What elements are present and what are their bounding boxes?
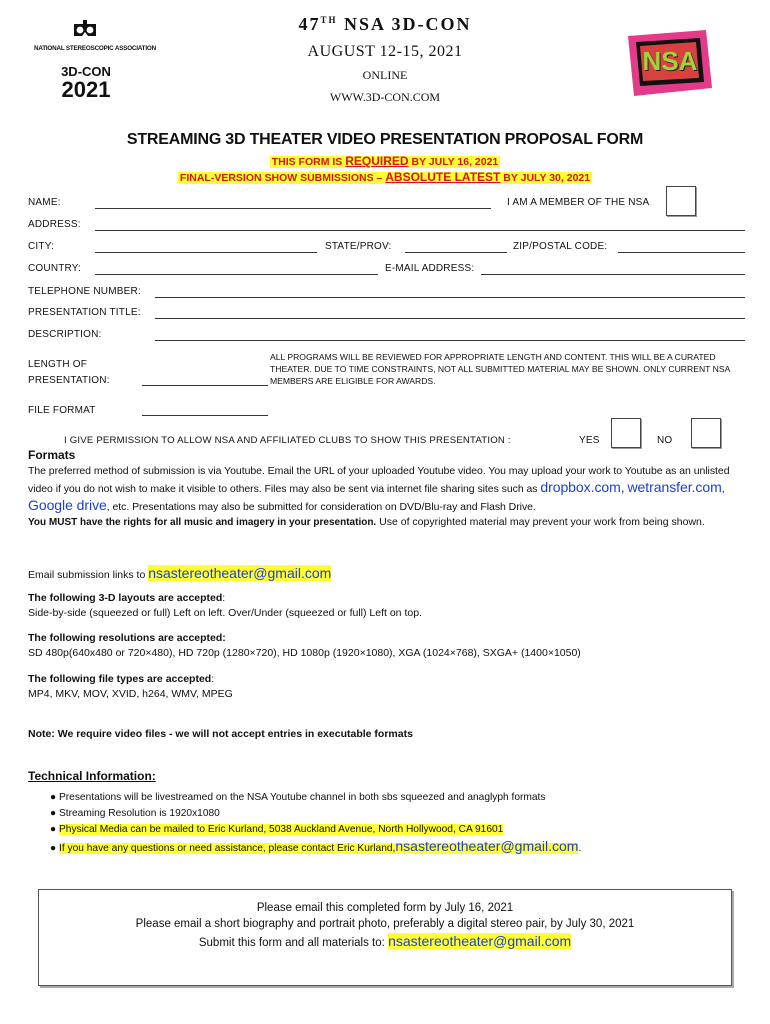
address-field[interactable] bbox=[95, 230, 745, 231]
phone-label: TELEPHONE NUMBER: bbox=[28, 286, 141, 297]
name-label: NAME: bbox=[28, 197, 61, 208]
rights-rest: Use of copyrighted material may prevent your work from being shown. bbox=[376, 516, 705, 528]
phone-field[interactable] bbox=[155, 297, 745, 298]
email-field[interactable] bbox=[481, 274, 745, 275]
executable-note: Note: We require video files - we will not accept entries in executable formats bbox=[28, 728, 413, 740]
formats-paragraph bbox=[28, 463, 744, 515]
rights-paragraph bbox=[28, 514, 744, 531]
description-label: DESCRIPTION: bbox=[28, 329, 102, 340]
logo-year: 2021 bbox=[61, 77, 111, 102]
logo-org-name: NATIONAL STEREOSCOPIC ASSOCIATION bbox=[34, 45, 156, 52]
yes-checkbox[interactable] bbox=[611, 418, 641, 448]
types-heading bbox=[28, 673, 214, 685]
description-field[interactable] bbox=[155, 340, 745, 341]
title-event: NSA 3D-CON bbox=[344, 14, 472, 34]
pres-title-label: PRESENTATION TITLE: bbox=[28, 307, 141, 318]
layouts-colon: : bbox=[222, 592, 226, 604]
formats-para1a: The preferred method of submission is via Youtube. Email the URL of your uploaded Youtube video. You may upload your work to Youtube as an unlisted video if you do not wish to make it visible to others. Files may also be sent via internet file sharing sites such as bbox=[28, 465, 730, 495]
list-item bbox=[50, 822, 581, 838]
title-number: 47 bbox=[298, 14, 321, 34]
city-field[interactable] bbox=[95, 252, 317, 253]
bullet-1: Presentations will be livestreamed on the NSA Youtube channel in both sbs squeezed and anaglyph formats bbox=[58, 792, 546, 803]
layouts-heading bbox=[28, 592, 225, 604]
header-website[interactable]: WWW.3D-CON.COM bbox=[329, 90, 441, 104]
link-separator: , bbox=[721, 483, 725, 495]
list-item bbox=[50, 806, 581, 822]
bullet-icon: ● bbox=[50, 824, 59, 835]
email-label: E-MAIL ADDRESS: bbox=[385, 263, 475, 274]
formats-heading: Formats bbox=[28, 448, 76, 462]
member-label: I AM A MEMBER OF THE NSA bbox=[507, 197, 650, 208]
types-text: MP4, MKV, MOV, XVID, h264, WMV, MPEG bbox=[28, 688, 233, 700]
wetransfer-link[interactable]: wetransfer.com bbox=[627, 479, 722, 495]
length-label-2: PRESENTATION: bbox=[28, 375, 110, 386]
country-label: COUNTRY: bbox=[28, 263, 82, 274]
no-label: NO bbox=[657, 435, 673, 446]
final-prefix: FINAL-VERSION SHOW SUBMISSIONS – bbox=[179, 172, 383, 184]
required-suffix: BY JULY 16, 2021 bbox=[411, 156, 499, 168]
zip-label: ZIP/POSTAL CODE: bbox=[513, 241, 608, 252]
required-word: REQUIRED bbox=[345, 154, 409, 168]
state-label: STATE/PROV: bbox=[325, 241, 392, 252]
zip-field[interactable] bbox=[618, 252, 745, 253]
header-mode: ONLINE bbox=[362, 68, 408, 82]
final-suffix: BY JULY 30, 2021 bbox=[503, 172, 591, 184]
address-label: ADDRESS: bbox=[28, 219, 81, 230]
bullet-3: Physical Media can be mailed to Eric Kurland, 5038 Auckland Avenue, North Hollywood, CA 91601 bbox=[58, 824, 504, 835]
length-field[interactable] bbox=[142, 385, 268, 386]
submission-email[interactable]: nsastereotheater@gmail.com bbox=[148, 565, 332, 581]
final-word: ABSOLUTE LATEST bbox=[385, 170, 501, 184]
rights-bold: You MUST have the rights for all music and imagery in your presentation. bbox=[28, 517, 377, 528]
yes-label: YES bbox=[579, 435, 600, 446]
email-links-label: Email submission links to bbox=[28, 569, 146, 581]
footer-line-2: Please email a short biography and portrait photo, preferably a digital stereo pair, by July 30, 2021 bbox=[135, 918, 635, 930]
list-item bbox=[50, 790, 581, 806]
length-label-1: LENGTH OF bbox=[28, 359, 88, 370]
bullet-4-end: . bbox=[578, 843, 582, 854]
file-format-field[interactable] bbox=[142, 415, 268, 416]
types-colon: : bbox=[211, 673, 215, 685]
member-checkbox[interactable] bbox=[666, 186, 696, 216]
footer-email[interactable]: nsastereotheater@gmail.com bbox=[388, 933, 572, 949]
logo-nsa bbox=[626, 30, 714, 96]
email-links-line bbox=[28, 565, 331, 581]
logo-nsa-text: NSA bbox=[642, 46, 698, 76]
final-notice bbox=[0, 170, 770, 184]
name-field[interactable] bbox=[95, 208, 491, 209]
state-field[interactable] bbox=[405, 252, 507, 253]
pres-title-field[interactable] bbox=[155, 318, 745, 319]
no-checkbox[interactable] bbox=[691, 418, 721, 448]
required-notice bbox=[0, 154, 770, 168]
logo-event: 3D-CON bbox=[61, 64, 111, 79]
dropbox-link[interactable]: dropbox.com, bbox=[540, 479, 625, 495]
header-dates: AUGUST 12-15, 2021 bbox=[307, 43, 463, 60]
layouts-text: Side-by-side (squeezed or full) Left on left. Over/Under (squeezed or full) Left on top. bbox=[28, 607, 422, 619]
gdrive-link[interactable]: Google drive bbox=[28, 497, 107, 513]
technical-list bbox=[50, 790, 581, 857]
file-format-label: FILE FORMAT bbox=[28, 405, 96, 416]
contact-email[interactable]: nsastereotheater@gmail.com bbox=[395, 838, 579, 854]
bullet-4: If you have any questions or need assistance, please contact Eric Kurland, bbox=[58, 843, 396, 854]
bullet-icon: ● bbox=[50, 792, 59, 803]
permission-text: I GIVE PERMISSION TO ALLOW NSA AND AFFILIATED CLUBS TO SHOW THIS PRESENTATION : bbox=[64, 435, 511, 446]
layouts-heading-text: The following 3-D layouts are accepted bbox=[28, 592, 223, 604]
types-heading-text: The following file types are accepted bbox=[28, 673, 212, 685]
formats-para1b: , etc. Presentations may also be submitted for consideration on DVD/Blu-ray and Flash Drive. bbox=[106, 501, 536, 513]
bullet-icon: ● bbox=[50, 843, 59, 854]
resolutions-text: SD 480p(640x480 or 720×480), HD 720p (1280×720), HD 1080p (1920×1080), XGA (1024×768), SXGA+ (1400×1050) bbox=[28, 647, 581, 659]
title-superscript: TH bbox=[320, 15, 338, 25]
resolutions-heading: The following resolutions are accepted: bbox=[28, 632, 226, 644]
country-field[interactable] bbox=[95, 274, 378, 275]
bullet-2: Streaming Resolution is 1920x1080 bbox=[58, 808, 220, 819]
list-item bbox=[50, 838, 581, 857]
review-note: ALL PROGRAMS WILL BE REVIEWED FOR APPROPRIATE LENGTH AND CONTENT. THIS WILL BE A CURATED THEATER. DUE TO TIME CONSTRAINTS, NOT ALL SUBMITTED MATERIAL MAY BE SHOWN. ONLY CURRENT NSA MEMBERS ARE ELIGIBLE FOR AWARDS. bbox=[270, 352, 730, 386]
footer-line-3 bbox=[38, 933, 732, 949]
footer-line-1: Please email this completed form by July 16, 2021 bbox=[256, 902, 514, 914]
bullet-icon: ● bbox=[50, 808, 59, 819]
form-title: STREAMING 3D THEATER VIDEO PRESENTATION PROPOSAL FORM bbox=[126, 131, 644, 148]
city-label: CITY: bbox=[28, 241, 55, 252]
technical-heading: Technical Information: bbox=[28, 769, 156, 783]
footer-submit-label: Submit this form and all materials to: bbox=[198, 937, 385, 949]
required-prefix: THIS FORM IS bbox=[271, 156, 343, 168]
